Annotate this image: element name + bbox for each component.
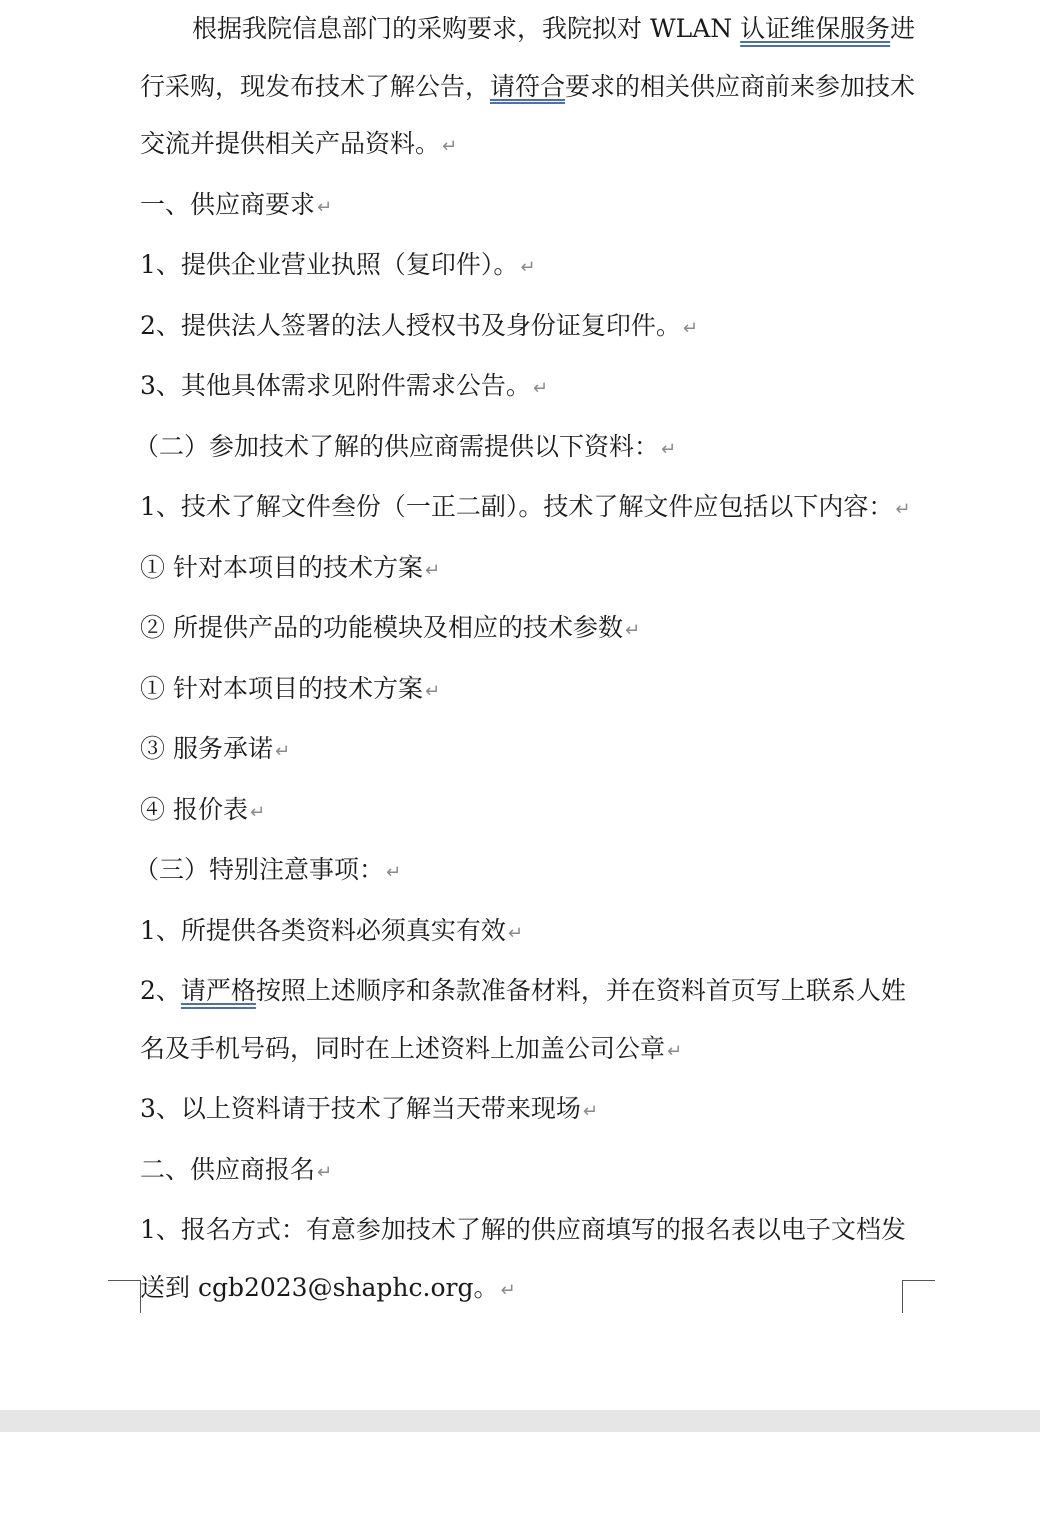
note-item-2[interactable] [140, 962, 920, 1080]
intro-text-2: 进行采购，现发布技术了解公告， [140, 14, 916, 101]
line-text: ④ 报价表 [140, 794, 248, 824]
line-text: ① 针对本项目的技术方案 [140, 673, 423, 703]
content-item[interactable] [140, 599, 920, 660]
crop-mark-bottom-left [108, 1280, 141, 1313]
heading-supplier-requirements[interactable] [140, 176, 920, 237]
content-item[interactable] [140, 781, 920, 842]
intro-text-3: 要求的相关供应商前来参加技术交流并提供相关产品资料。 [140, 71, 916, 158]
line-text: 3、其他具体需求见附件需求公告。 [140, 371, 531, 400]
requirement-item-3[interactable] [140, 357, 920, 418]
paragraph-mark-icon: ↵ [249, 801, 266, 823]
content-item[interactable] [140, 539, 920, 600]
line-text: 1、技术了解文件叁份（一正二副）。技术了解文件应包括以下内容： [140, 492, 894, 521]
paragraph-mark-icon: ↵ [500, 1279, 516, 1301]
document-body[interactable] [134, 0, 920, 1319]
paragraph-mark-icon: ↵ [507, 922, 524, 944]
paragraph-mark-icon: ↵ [317, 196, 333, 218]
paragraph-mark-icon: ↵ [424, 680, 441, 702]
paragraph-mark-icon: ↵ [624, 620, 641, 641]
line-text: ③ 服务承诺 [140, 734, 273, 763]
requirement-item-2[interactable] [140, 297, 920, 358]
paragraph-mark-icon: ↵ [667, 1040, 683, 1062]
content-item[interactable] [140, 720, 920, 781]
crop-mark-bottom-right [902, 1280, 935, 1313]
line-text: 二、供应商报名 [140, 1154, 316, 1184]
line-text: （三）特别注意事项： [134, 855, 385, 884]
page-gap [0, 1410, 1040, 1432]
next-page[interactable] [0, 1432, 1040, 1521]
line-text: ① 针对本项目的技术方案 [140, 552, 423, 582]
line-text: 3、以上资料请于技术了解当天带来现场 [140, 1094, 581, 1123]
paragraph-mark-icon: ↵ [274, 741, 291, 762]
intro-paragraph[interactable] [140, 0, 920, 176]
line-text: 2、提供法人签署的法人授权书及身份证复印件。 [140, 310, 681, 340]
paragraph-mark-icon: ↵ [582, 1101, 599, 1122]
note-text: 按照上述顺序和条款准备材料，并在资料首页写上联系人姓名及手机号码，同时在上述资料上加盖公司公章 [140, 976, 906, 1063]
paragraph-mark-icon: ↵ [661, 438, 677, 460]
paragraph-mark-icon: ↵ [895, 499, 911, 520]
grammar-underline-3[interactable]: 请严格 [180, 976, 256, 1005]
line-text: （二）参加技术了解的供应商需提供以下资料： [134, 431, 660, 461]
paragraph-mark-icon: ↵ [520, 257, 536, 278]
line-text: 1、报名方式：有意参加技术了解的供应商填写的报名表以电子文档发送到 cgb2023@shaphc.org。 [140, 1215, 906, 1302]
line-text: 1、提供企业营业执照（复印件）。 [140, 250, 519, 279]
registration-method[interactable] [140, 1201, 920, 1319]
line-text: 一、供应商要求 [140, 189, 316, 219]
grammar-underline-1[interactable]: 认证维保服务 [740, 14, 891, 43]
line-text: ② 所提供产品的功能模块及相应的技术参数 [140, 613, 623, 642]
paragraph-mark-icon: ↵ [386, 862, 402, 883]
intro-text-1: 根据我院信息部门的采购要求，我院拟对 WLAN [192, 14, 741, 43]
note-prefix: 2、 [140, 976, 181, 1005]
paragraph-mark-icon: ↵ [442, 136, 458, 157]
paragraph-mark-icon: ↵ [424, 559, 441, 581]
grammar-underline-2[interactable]: 请符合 [490, 71, 566, 101]
heading-special-notes[interactable] [134, 841, 920, 902]
requirement-item-1[interactable] [140, 236, 920, 297]
content-item[interactable] [140, 660, 920, 721]
heading-registration[interactable] [140, 1141, 920, 1202]
heading-materials[interactable] [134, 418, 920, 479]
paragraph-mark-icon: ↵ [532, 378, 549, 399]
note-item-3[interactable] [140, 1080, 920, 1141]
paragraph-mark-icon: ↵ [682, 317, 699, 339]
materials-item-1[interactable] [140, 478, 920, 539]
paragraph-mark-icon: ↵ [317, 1161, 333, 1183]
line-text: 1、所提供各类资料必须真实有效 [140, 915, 506, 945]
note-item-1[interactable] [140, 902, 920, 963]
